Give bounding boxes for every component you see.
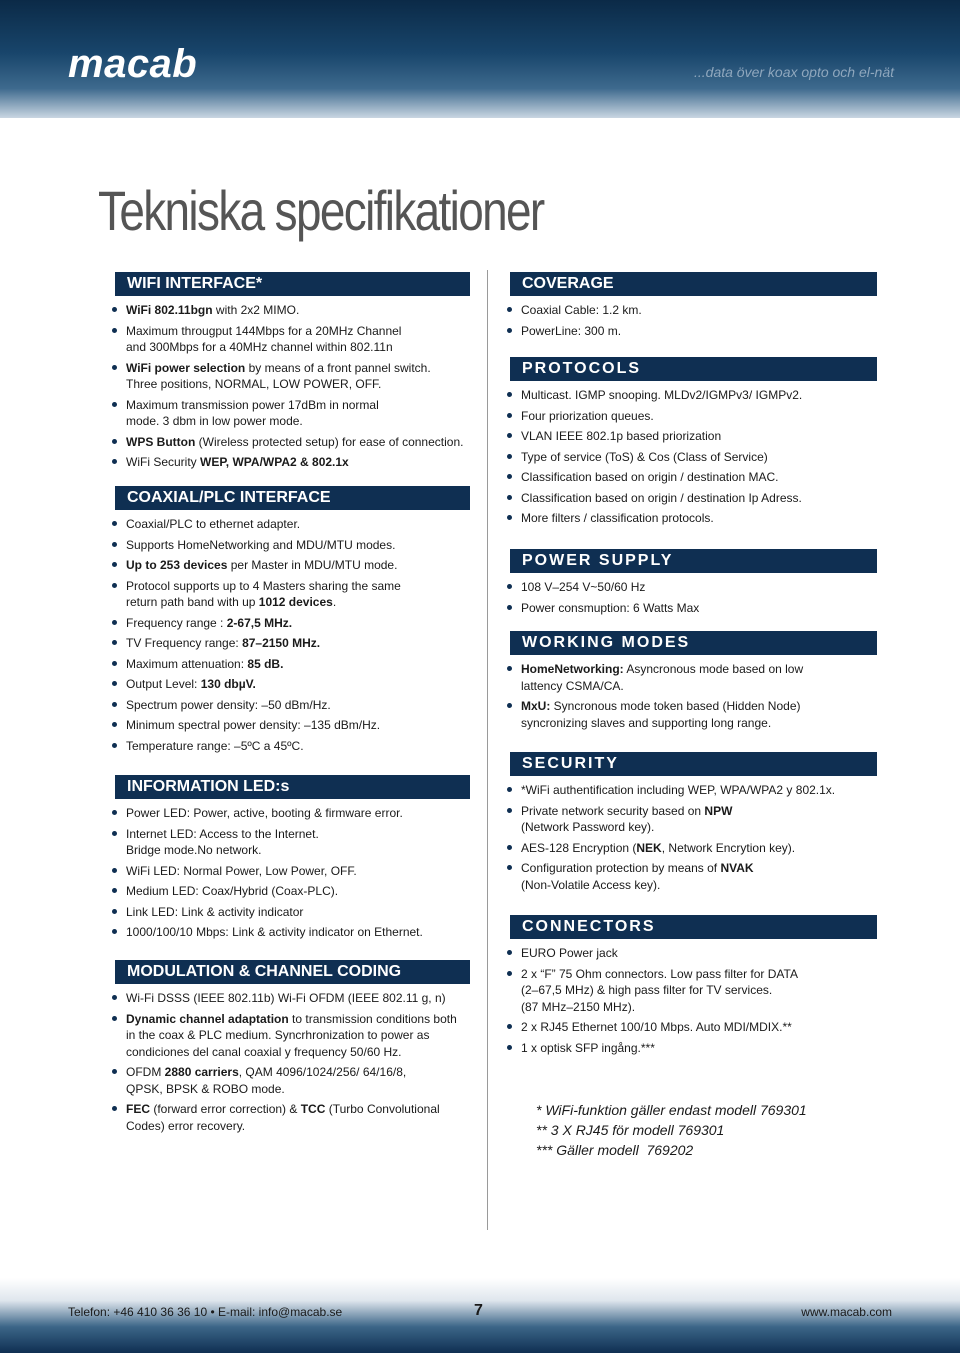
spec-text: .: [332, 595, 337, 609]
spec-text: Private network security based on: [521, 803, 705, 818]
spec-item: [505, 698, 877, 731]
section-title: WIFI INTERFACE*: [115, 272, 470, 296]
spec-text: Type of service (ToS) & Cos (Class of Service): [521, 449, 768, 464]
spec-text-bold: 130 dbµV.: [200, 677, 256, 691]
spec-text: 1000/100/10 Mbps: Link & activity indicator on Ethernet.: [126, 925, 423, 939]
spec-text: Protocol supports up to 4 Masters sharing the same return path band with up: [126, 578, 401, 609]
spec-item: [110, 738, 470, 755]
spec-text: *WiFi authentification including WEP, WPA/WPA2 y 802.1x.: [521, 783, 836, 797]
spec-text-bold: 1012 devices: [258, 595, 333, 609]
spec-item: [110, 360, 470, 393]
spec-text: Spectrum power density: –50 dBm/Hz.: [126, 697, 331, 712]
spec-text-bold: WPS Button: [126, 434, 196, 449]
spec-item: [505, 579, 877, 596]
spec-item: [505, 1019, 877, 1036]
spec-text-bold: 2-67,5 MHz.: [226, 615, 293, 630]
section-title: MODULATION & CHANNEL CODING: [115, 960, 470, 984]
spec-item: [505, 323, 877, 340]
spec-text: Coaxial/PLC to ethernet adapter.: [126, 517, 301, 531]
page-number: 7: [474, 1302, 483, 1319]
spec-list: [505, 661, 877, 731]
spec-item: [505, 302, 877, 319]
spec-item: [505, 600, 877, 617]
spec-text: 2 x RJ45 Ethernet 100/10 Mbps. Auto MDI/MDIX.**: [521, 1020, 792, 1034]
section-title: PROTOCOLS: [510, 357, 877, 381]
spec-text-bold: TCC: [300, 1102, 326, 1116]
spec-text-bold: NVAK: [720, 861, 754, 875]
spec-text: , Network Encrytion key).: [661, 840, 796, 855]
spec-text: Classification based on origin / destination MAC.: [521, 470, 779, 484]
spec-item: [110, 1011, 470, 1061]
spec-text: VLAN IEEE 802.1p based priorization: [521, 429, 722, 443]
spec-list: [505, 782, 877, 893]
spec-item: [110, 516, 470, 533]
spec-item: [110, 805, 470, 822]
section-wifi-interface: [110, 272, 470, 475]
spec-list: [505, 387, 877, 527]
spec-item: [505, 966, 877, 1016]
header-banner: [0, 0, 960, 118]
spec-text: (Turbo Convolutional Codes) error recovery.: [126, 1102, 440, 1133]
tagline: ...data över koax opto och el-nät: [693, 64, 894, 80]
spec-text: Medium LED: Coax/Hybrid (Coax-PLC).: [126, 884, 339, 898]
spec-text: Minimum spectral power density: –135 dBm/Hz.: [126, 718, 381, 732]
spec-item: [110, 717, 470, 734]
spec-item: [110, 863, 470, 880]
spec-text-bold: Dynamic channel adaptation: [126, 1011, 289, 1026]
spec-item: [505, 661, 877, 694]
spec-text-bold: NEK: [636, 840, 662, 855]
spec-text-bold: 85 dB.: [247, 656, 284, 671]
section-title: SECURITY: [510, 752, 877, 776]
spec-text: Internet LED: Access to the Internet. Bridge mode.No network.: [126, 826, 319, 857]
spec-text: Link LED: Link & activity indicator: [126, 904, 304, 919]
spec-item: [505, 469, 877, 486]
spec-item: [505, 803, 877, 836]
spec-text: Asyncronous mode based on low lattency CSMA/CA.: [521, 662, 804, 693]
spec-item: [505, 510, 877, 527]
section-power-supply: [505, 549, 877, 620]
spec-text: Maximum transmission power 17dBm in normal mode. 3 dbm in low power mode.: [126, 397, 379, 428]
spec-text: Temperature range: –5ºC a 45ºC.: [126, 738, 304, 753]
spec-item: [110, 323, 470, 356]
spec-text: Configuration protection by means of: [521, 861, 721, 875]
spec-text: (Non-Volatile Access key).: [521, 877, 661, 892]
spec-item: [505, 840, 877, 857]
spec-text: EURO Power jack: [521, 946, 618, 960]
footer-url: www.macab.com: [801, 1305, 892, 1319]
spec-item: [505, 782, 877, 799]
column-divider: [487, 270, 488, 1230]
spec-item: [505, 428, 877, 445]
spec-text: to transmission conditions both in the coax & PLC medium. Syncrhronization to power as condiciones del canal coaxial y frequency 50/60 Hz.: [126, 1011, 457, 1059]
spec-item: [110, 434, 470, 451]
spec-text-bold: FEC: [126, 1102, 150, 1116]
footer-contact: Telefon: +46 410 36 36 10 • E-mail: info@macab.se: [68, 1305, 343, 1319]
spec-text: Coaxial Cable: 1.2 km.: [521, 303, 642, 317]
spec-text: Supports HomeNetworking and MDU/MTU modes.: [126, 537, 396, 552]
spec-text-bold: WiFi 802.11bgn: [126, 303, 213, 317]
spec-item: [110, 537, 470, 554]
spec-item: [110, 454, 470, 471]
section-security: [505, 752, 877, 897]
spec-text: by means of a front pannel switch. Three positions, NORMAL, LOW POWER, OFF.: [126, 360, 431, 391]
section-title: WORKING MODES: [510, 631, 877, 655]
footnote-1: * WiFi-funktion gäller endast modell 769301: [536, 1102, 807, 1118]
spec-item: [505, 490, 877, 507]
spec-text: Maximum througput 144Mbps for a 20MHz Channel and 300Mbps for a 40MHz channel within 802.11n: [126, 323, 402, 354]
spec-text-bold: WEP, WPA/WPA2 & 802.1x: [200, 455, 349, 469]
spec-text-bold: HomeNetworking:: [521, 662, 624, 676]
spec-text: More filters / classification protocols.: [521, 511, 714, 525]
spec-text: Syncronous mode token based (Hidden Node) syncronizing slaves and supporting long range.: [521, 699, 801, 730]
spec-text: Multicast. IGMP snooping. MLDv2/IGMPv3/ IGMPv2.: [521, 388, 803, 402]
section-title: COAXIAL/PLC INTERFACE: [115, 486, 470, 510]
spec-text: Four priorization queues.: [521, 408, 654, 423]
spec-text: per Master in MDU/MTU mode.: [227, 558, 398, 572]
spec-list: [505, 945, 877, 1056]
spec-text: Wi-Fi DSSS (IEEE 802.11b) Wi-Fi OFDM (IEEE 802.11 g, n): [126, 991, 446, 1005]
section-protocols: [505, 357, 877, 531]
spec-item: [110, 635, 470, 652]
spec-item: [505, 860, 877, 893]
spec-text-bold: 87–2150 MHz.: [242, 636, 321, 650]
spec-item: [505, 449, 877, 466]
spec-list: [110, 516, 470, 754]
spec-list: [505, 579, 877, 616]
section-connectors: [505, 915, 877, 1060]
spec-text: 108 V–254 V~50/60 Hz: [521, 580, 646, 594]
spec-item: [110, 697, 470, 714]
page-title: Tekniska specifikationer: [98, 179, 544, 242]
spec-item: [505, 945, 877, 962]
macab-logo: macab: [68, 42, 198, 86]
spec-text-bold: WiFi power selection: [126, 360, 246, 375]
spec-text: 2 x “F” 75 Ohm connectors. Low pass filter for DATA (2–67,5 MHz) & high pass filter for TV services. (87 MHz–2150 MHz).: [521, 966, 798, 1014]
spec-text: (Wireless protected setup) for ease of connection.: [195, 434, 464, 449]
spec-list: [110, 302, 470, 471]
section-coverage: [505, 272, 877, 343]
spec-text: AES-128 Encryption (: [521, 840, 637, 855]
spec-item: [110, 615, 470, 632]
footnote-2: ** 3 X RJ45 för modell 769301: [536, 1122, 725, 1138]
spec-item: [110, 578, 470, 611]
spec-item: [110, 990, 470, 1007]
spec-item: [110, 883, 470, 900]
spec-text: TV Frequency range:: [126, 636, 243, 650]
spec-item: [110, 656, 470, 673]
spec-item: [110, 924, 470, 941]
spec-text-bold: Up to 253 devices: [126, 558, 228, 572]
spec-text: WiFi Security: [126, 455, 201, 469]
spec-text: (Network Password key).: [521, 820, 655, 834]
spec-text-bold: NPW: [704, 803, 733, 818]
section-modulation: [110, 960, 470, 1138]
footnote-3: *** Gäller modell 769202: [536, 1142, 694, 1158]
spec-text: Power LED: Power, active, booting & firmware error.: [126, 806, 403, 820]
spec-item: [110, 302, 470, 319]
spec-item: [505, 387, 877, 404]
spec-item: [110, 676, 470, 693]
footnotes: [536, 1100, 807, 1160]
spec-item: [505, 408, 877, 425]
spec-text: OFDM: [126, 1065, 165, 1079]
spec-text: with 2x2 MIMO.: [212, 303, 300, 317]
spec-text-bold: MxU:: [521, 699, 551, 713]
spec-text: Frequency range :: [126, 615, 227, 630]
section-working-modes: [505, 631, 877, 735]
spec-item: [110, 1064, 470, 1097]
spec-item: [505, 1040, 877, 1057]
spec-text: Maximum attenuation:: [126, 656, 248, 671]
spec-list: [505, 302, 877, 339]
spec-list: [110, 990, 470, 1134]
spec-text: Output Level:: [126, 677, 201, 691]
spec-item: [110, 1101, 470, 1134]
section-title: INFORMATION LED:s: [115, 775, 470, 799]
section-title: CONNECTORS: [510, 915, 877, 939]
spec-text: , QAM 4096/1024/256/ 64/16/8, QPSK, BPSK & ROBO mode.: [126, 1065, 407, 1096]
spec-text: WiFi LED: Normal Power, Low Power, OFF.: [126, 863, 357, 878]
spec-text: Power consmuption: 6 Watts Max: [521, 600, 700, 615]
spec-list: [110, 805, 470, 941]
spec-item: [110, 826, 470, 859]
spec-item: [110, 397, 470, 430]
spec-text: PowerLine: 300 m.: [521, 323, 622, 338]
spec-item: [110, 557, 470, 574]
section-title: POWER SUPPLY: [510, 549, 877, 573]
spec-text-bold: 2880 carriers: [164, 1065, 239, 1079]
section-coaxial-plc: [110, 486, 470, 758]
section-information-led: [110, 775, 470, 945]
spec-text: 1 x optisk SFP ingång.***: [521, 1040, 655, 1055]
section-title: COVERAGE: [510, 272, 877, 296]
spec-item: [110, 904, 470, 921]
spec-text: Classification based on origin / destination Ip Adress.: [521, 490, 802, 505]
spec-text: (forward error correction) &: [150, 1102, 301, 1116]
